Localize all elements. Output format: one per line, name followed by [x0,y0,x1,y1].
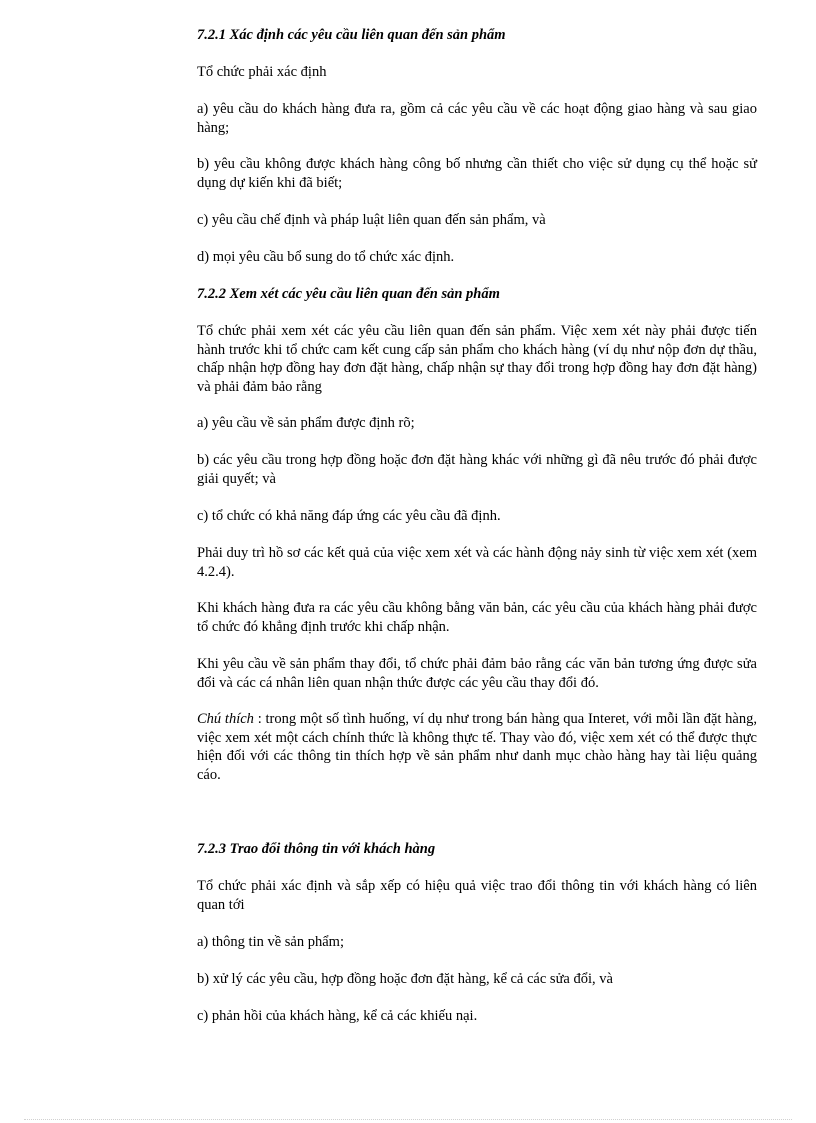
paragraph-7-2-2-2 [97,544,757,581]
list-item-text: b) yêu cầu không được khách hàng công bố nhưng cần thiết cho việc sử dụng cụ thể hoặc sử dụng dự kiến khi đã biết; [197,156,757,191]
list-item-7-2-1-d: d) mọi yêu cầu bổ sung do tổ chức xác định. [197,249,455,265]
note-text [97,710,757,784]
list-item-7-2-2-a: a) yêu cầu về sản phẩm được định rõ; [197,415,415,431]
list-item-7-2-1-a [97,100,757,137]
list-item-7-2-1-b [97,155,757,192]
list-item-7-2-1-c: c) yêu cầu chế định và pháp luật liên quan đến sản phẩm, và [197,212,546,228]
paragraph-text: Phải duy trì hồ sơ các kết quả của việc xem xét và các hành động nảy sinh từ việc xem xét (xem 4.2.4). [197,545,757,580]
list-item-7-2-3-c: c) phản hồi của khách hàng, kể cả các khiếu nại. [197,1008,478,1024]
note-paragraph [97,710,757,784]
list-item-text: a) yêu cầu do khách hàng đưa ra, gồm cả các yêu cầu về các hoạt động giao hàng và sau giao hàng; [197,101,757,136]
section-heading-7-2-2: 7.2.2 Xem xét các yêu cầu liên quan đến sản phẩm [197,286,500,302]
paragraph-text: Tổ chức phải xác định và sắp xếp có hiệu quả việc trao đổi thông tin với khách hàng có liên quan tới [197,878,757,913]
page-bottom-divider [24,1119,792,1120]
note-body: : trong một số tình huống, ví dụ như trong bán hàng qua Interet, với mỗi lần đặt hàng, việc xem xét một cách chính thức là không thực tế. Thay vào đó, việc xem xét có thể được thực hiện đối với các thông tin thích hợp về sản phẩm như danh mục chào hàng hay tài liệu quảng cáo. [197,711,757,783]
list-item-7-2-2-c: c) tổ chức có khả năng đáp ứng các yêu cầu đã định. [197,508,501,524]
paragraph-7-2-2-1 [97,322,757,396]
paragraph-text: Tổ chức phải xem xét các yêu cầu liên quan đến sản phẩm. Việc xem xét này phải được tiến hành trước khi tổ chức cam kết cung cấp sản phẩm cho khách hàng (ví dụ như nộp đơn dự thầu, chấp nhận hợp đồng hay đơn đặt hàng, chấp nhận sự thay đổi trong hợp đồng hay đơn đặt hàng) và phải đảm bảo rằng [197,323,757,395]
paragraph-7-2-3-1 [97,877,757,914]
list-item-text: b) các yêu cầu trong hợp đồng hoặc đơn đặt hàng khác với những gì đã nêu trước đó phải được giải quyết; và [197,452,757,487]
section-heading-7-2-3: 7.2.3 Trao đổi thông tin với khách hàng [197,841,436,857]
paragraph-7-2-2-4 [97,655,757,692]
section-heading-7-2-1: 7.2.1 Xác định các yêu cầu liên quan đến sản phẩm [197,27,506,43]
list-item-7-2-3-a: a) thông tin về sản phẩm; [197,934,344,950]
list-item-7-2-2-b [97,451,757,488]
list-item-7-2-3-b: b) xử lý các yêu cầu, hợp đồng hoặc đơn đặt hàng, kể cả các sửa đổi, và [197,971,613,987]
paragraph-text: Khi yêu cầu về sản phẩm thay đổi, tổ chức phải đảm bảo rằng các văn bản tương ứng được sửa đổi và các cá nhân liên quan nhận thức được các yêu cầu thay đổi đó. [197,656,757,691]
paragraph-text: Khi khách hàng đưa ra các yêu cầu không bằng văn bản, các yêu cầu của khách hàng phải được tổ chức đó khẳng định trước khi chấp nhận. [197,600,757,635]
paragraph-7-2-2-3 [97,599,757,636]
note-label: Chú thích [197,711,254,727]
paragraph-intro-7-2-1: Tổ chức phải xác định [197,64,327,80]
